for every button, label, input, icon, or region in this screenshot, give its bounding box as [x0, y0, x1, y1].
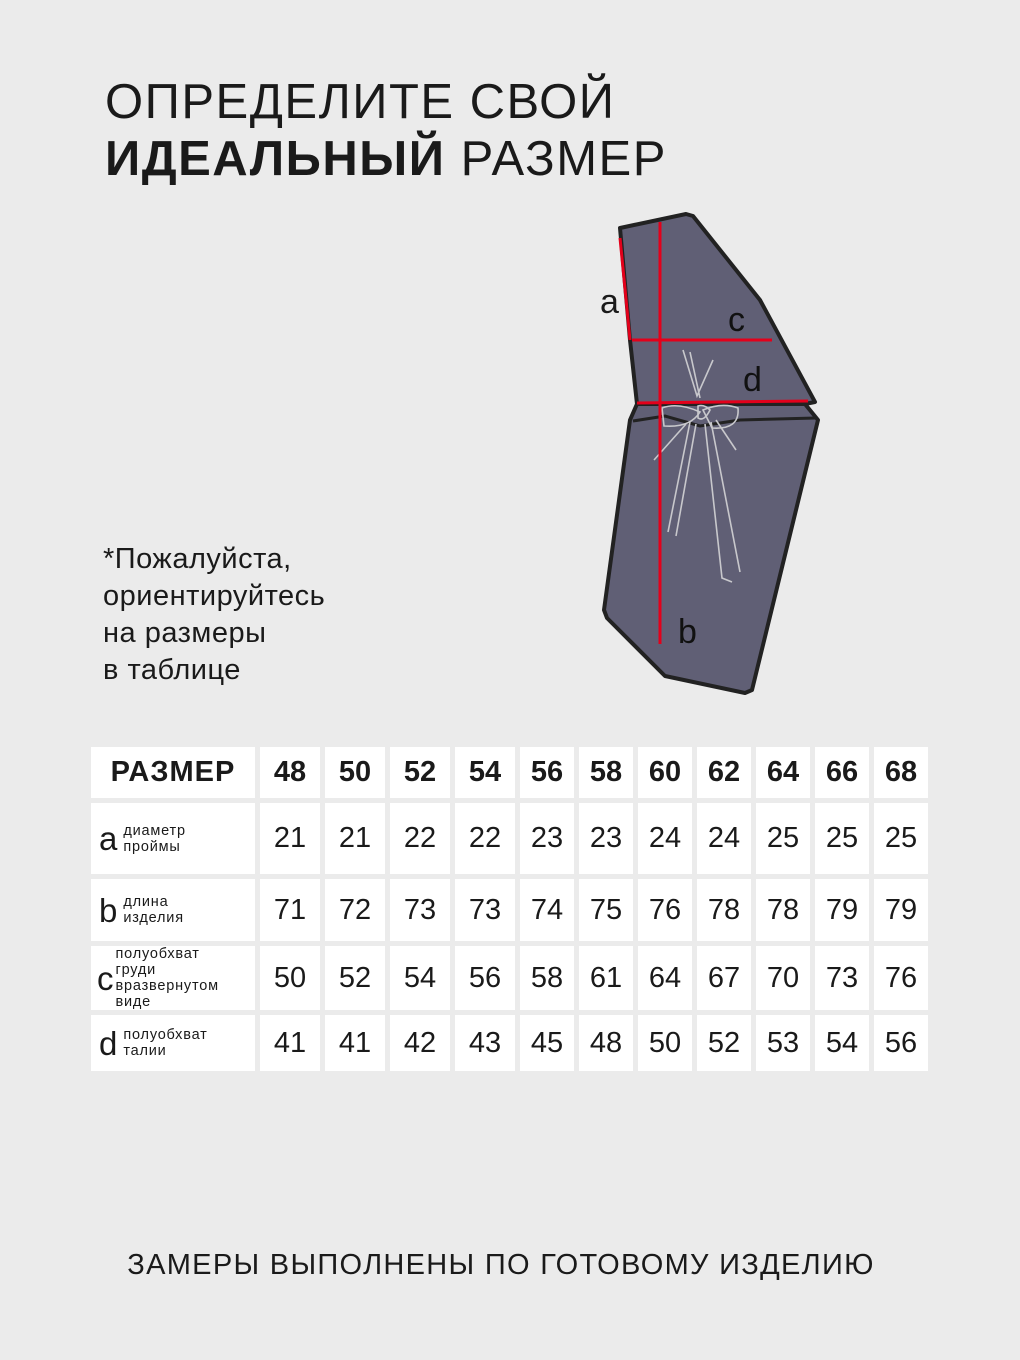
- table-cell: 23: [520, 803, 574, 874]
- measurement-footer: ЗАМЕРЫ ВЫПОЛНЕНЫ ПО ГОТОВОМУ ИЗДЕЛИЮ: [127, 1249, 875, 1281]
- row-desc-line: груди: [115, 962, 157, 978]
- table-cell: 56: [455, 946, 515, 1010]
- note-line: в таблице: [103, 654, 241, 686]
- row-desc-line: длина: [123, 894, 169, 910]
- measure-row-a: [91, 803, 928, 874]
- size-header-cell: 64: [756, 747, 810, 798]
- measure-line-d: [637, 401, 808, 403]
- table-cell: 70: [756, 946, 810, 1010]
- table-cell: 25: [874, 803, 928, 874]
- size-header-cell: 58: [579, 747, 633, 798]
- table-cell: 74: [520, 879, 574, 941]
- table-cell: 75: [579, 879, 633, 941]
- title-line-1: ОПРЕДЕЛИТЕ СВОЙ: [105, 75, 616, 129]
- table-cell: 41: [325, 1015, 385, 1071]
- row-desc-line: полуобхват: [123, 1027, 208, 1043]
- table-cell: 25: [815, 803, 869, 874]
- size-note: [103, 541, 325, 689]
- row-letter: d: [99, 1024, 118, 1062]
- row-desc-line: изделия: [123, 910, 184, 926]
- label-c: c: [728, 301, 745, 339]
- size-header-cell: 68: [874, 747, 928, 798]
- row-desc-line: проймы: [123, 838, 181, 855]
- garment-skirt: [604, 404, 818, 693]
- size-header-cell: 52: [390, 747, 450, 798]
- row-letter: b: [99, 891, 118, 929]
- table-cell: 50: [638, 1015, 692, 1071]
- table-cell: 22: [390, 803, 450, 874]
- measure-row-d: [91, 1015, 928, 1071]
- size-header-cell: 66: [815, 747, 869, 798]
- measure-row-b: [91, 879, 928, 941]
- table-cell: 78: [697, 879, 751, 941]
- table-cell: 25: [756, 803, 810, 874]
- table-cell: 41: [260, 1015, 320, 1071]
- row-desc-line: виде: [115, 994, 152, 1010]
- row-desc-line: диаметр: [123, 822, 186, 839]
- row-desc-line: талии: [123, 1043, 167, 1059]
- note-line: на размеры: [103, 617, 267, 649]
- row-letter: a: [99, 820, 118, 857]
- table-cell: 73: [815, 946, 869, 1010]
- table-cell: 50: [260, 946, 320, 1010]
- table-cell: 73: [390, 879, 450, 941]
- table-cell: 52: [697, 1015, 751, 1071]
- label-b: b: [678, 613, 697, 651]
- size-table: [86, 742, 933, 1076]
- table-cell: 48: [579, 1015, 633, 1071]
- size-header-row: [91, 747, 928, 798]
- size-header-cell: 54: [455, 747, 515, 798]
- table-cell: 24: [697, 803, 751, 874]
- table-cell: 42: [390, 1015, 450, 1071]
- row-desc-line: вразвернутом: [115, 978, 219, 994]
- title-rest: РАЗМЕР: [445, 132, 667, 186]
- row-letter: c: [97, 959, 114, 997]
- table-cell: 58: [520, 946, 574, 1010]
- table-cell: 78: [756, 879, 810, 941]
- size-header-cell: 60: [638, 747, 692, 798]
- table-cell: 67: [697, 946, 751, 1010]
- row-description: [123, 894, 184, 926]
- table-cell: 64: [638, 946, 692, 1010]
- table-cell: 52: [325, 946, 385, 1010]
- table-cell: 23: [579, 803, 633, 874]
- row-description: [123, 823, 185, 855]
- garment-bodice: [620, 214, 815, 404]
- label-d: d: [743, 361, 762, 399]
- table-cell: 21: [325, 803, 385, 874]
- table-cell: 61: [579, 946, 633, 1010]
- table-cell: 21: [260, 803, 320, 874]
- table-cell: 53: [756, 1015, 810, 1071]
- table-cell: 79: [874, 879, 928, 941]
- table-cell: 72: [325, 879, 385, 941]
- row-label: [91, 946, 255, 1010]
- size-header-cell: 50: [325, 747, 385, 798]
- row-label: [91, 879, 255, 941]
- size-header-cell: 48: [260, 747, 320, 798]
- label-a: a: [600, 283, 619, 321]
- table-cell: 56: [874, 1015, 928, 1071]
- row-label: [91, 803, 255, 874]
- title-bold-word: ИДЕАЛЬНЫЙ: [105, 132, 446, 186]
- size-header-cell: 62: [697, 747, 751, 798]
- table-cell: 43: [455, 1015, 515, 1071]
- row-desc-line: полуобхват: [115, 946, 200, 962]
- table-cell: 73: [455, 879, 515, 941]
- note-line: *Пожалуйста,: [103, 543, 292, 575]
- note-line: ориентируйтесь: [103, 580, 326, 612]
- row-description: [116, 946, 219, 1010]
- table-cell: 54: [815, 1015, 869, 1071]
- table-cell: 22: [455, 803, 515, 874]
- row-description: [123, 1027, 207, 1059]
- size-header-label: РАЗМЕР: [91, 747, 255, 798]
- measure-row-c: [91, 946, 928, 1010]
- row-label: [91, 1015, 255, 1071]
- size-header-cell: 56: [520, 747, 574, 798]
- table-cell: 76: [874, 946, 928, 1010]
- table-cell: 24: [638, 803, 692, 874]
- table-cell: 79: [815, 879, 869, 941]
- table-cell: 45: [520, 1015, 574, 1071]
- table-cell: 54: [390, 946, 450, 1010]
- table-cell: 76: [638, 879, 692, 941]
- table-cell: 71: [260, 879, 320, 941]
